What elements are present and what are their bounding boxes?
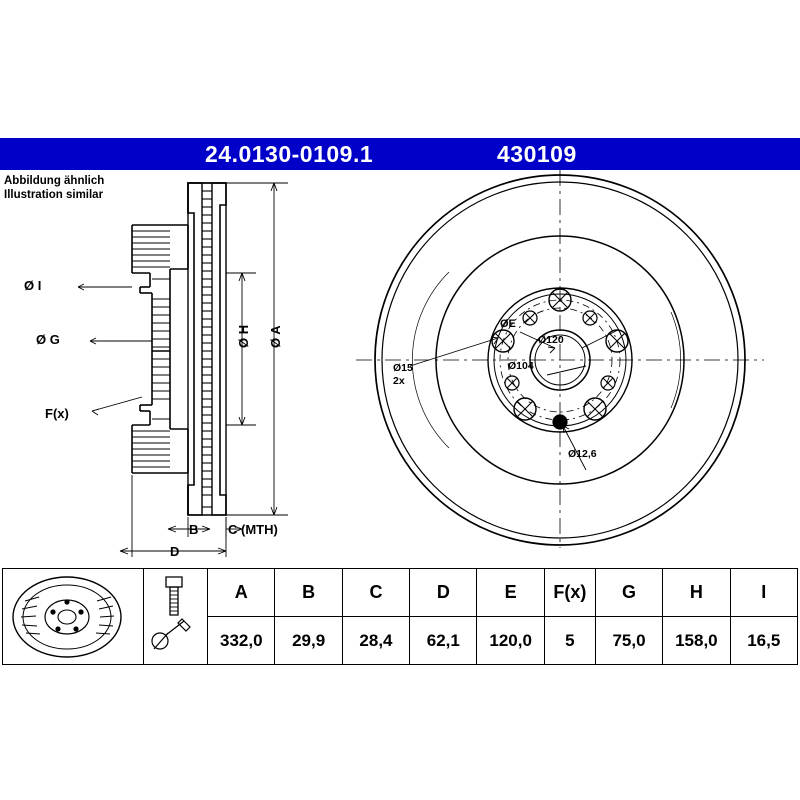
table-header-a: A	[208, 569, 275, 617]
label-b: B	[189, 522, 199, 537]
label-dia-h: Ø H	[236, 324, 251, 348]
table-header-c: C	[342, 569, 409, 617]
side-section-view	[20, 165, 350, 565]
label-c-mth: C (MTH)	[228, 522, 278, 537]
table-header-fx: F(x)	[544, 569, 595, 617]
label-dia-104: Ø104	[508, 360, 534, 372]
product-code: 430109	[497, 141, 577, 167]
bolt-and-tool-icon-svg	[144, 571, 204, 663]
table-header-d: D	[410, 569, 477, 617]
label-dia-12-6: Ø12,6	[568, 448, 597, 460]
brake-disc-icon	[3, 569, 144, 665]
table-header-b: B	[275, 569, 342, 617]
front-view	[350, 170, 770, 550]
table-value-b: 29,9	[275, 617, 342, 665]
label-fx: F(x)	[45, 406, 69, 421]
table-value-fx: 5	[544, 617, 595, 665]
table-row-headers	[3, 569, 798, 617]
table-header-g: G	[595, 569, 662, 617]
part-number: 24.0130-0109.1	[205, 141, 374, 167]
table-value-g: 75,0	[595, 617, 662, 665]
label-dia-i: Ø I	[24, 278, 42, 293]
table-value-h: 158,0	[663, 617, 730, 665]
bolt-and-tool-icon	[143, 569, 207, 665]
label-dia-120: Ø120	[538, 334, 564, 346]
table-header-e: E	[477, 569, 544, 617]
specification-table	[2, 568, 798, 665]
table-value-c: 28,4	[342, 617, 409, 665]
table-value-a: 332,0	[208, 617, 275, 665]
table-header-i: I	[730, 569, 797, 617]
brake-disc-icon-svg	[3, 571, 137, 663]
table-value-i: 16,5	[730, 617, 797, 665]
label-dia-g: Ø G	[36, 332, 60, 347]
label-dia-a: Ø A	[268, 325, 283, 348]
table-header-h: H	[663, 569, 730, 617]
label-d: D	[170, 544, 180, 559]
label-dia-e: ØE	[500, 318, 516, 330]
label-dia-15-quantity: 2x	[393, 375, 405, 387]
table-value-d: 62,1	[410, 617, 477, 665]
table-value-e: 120,0	[477, 617, 544, 665]
label-dia-15: Ø15	[393, 362, 413, 374]
caption-line-de: Abbildung ähnlich	[4, 175, 105, 187]
caption-line-en: Illustration similar	[4, 189, 104, 201]
